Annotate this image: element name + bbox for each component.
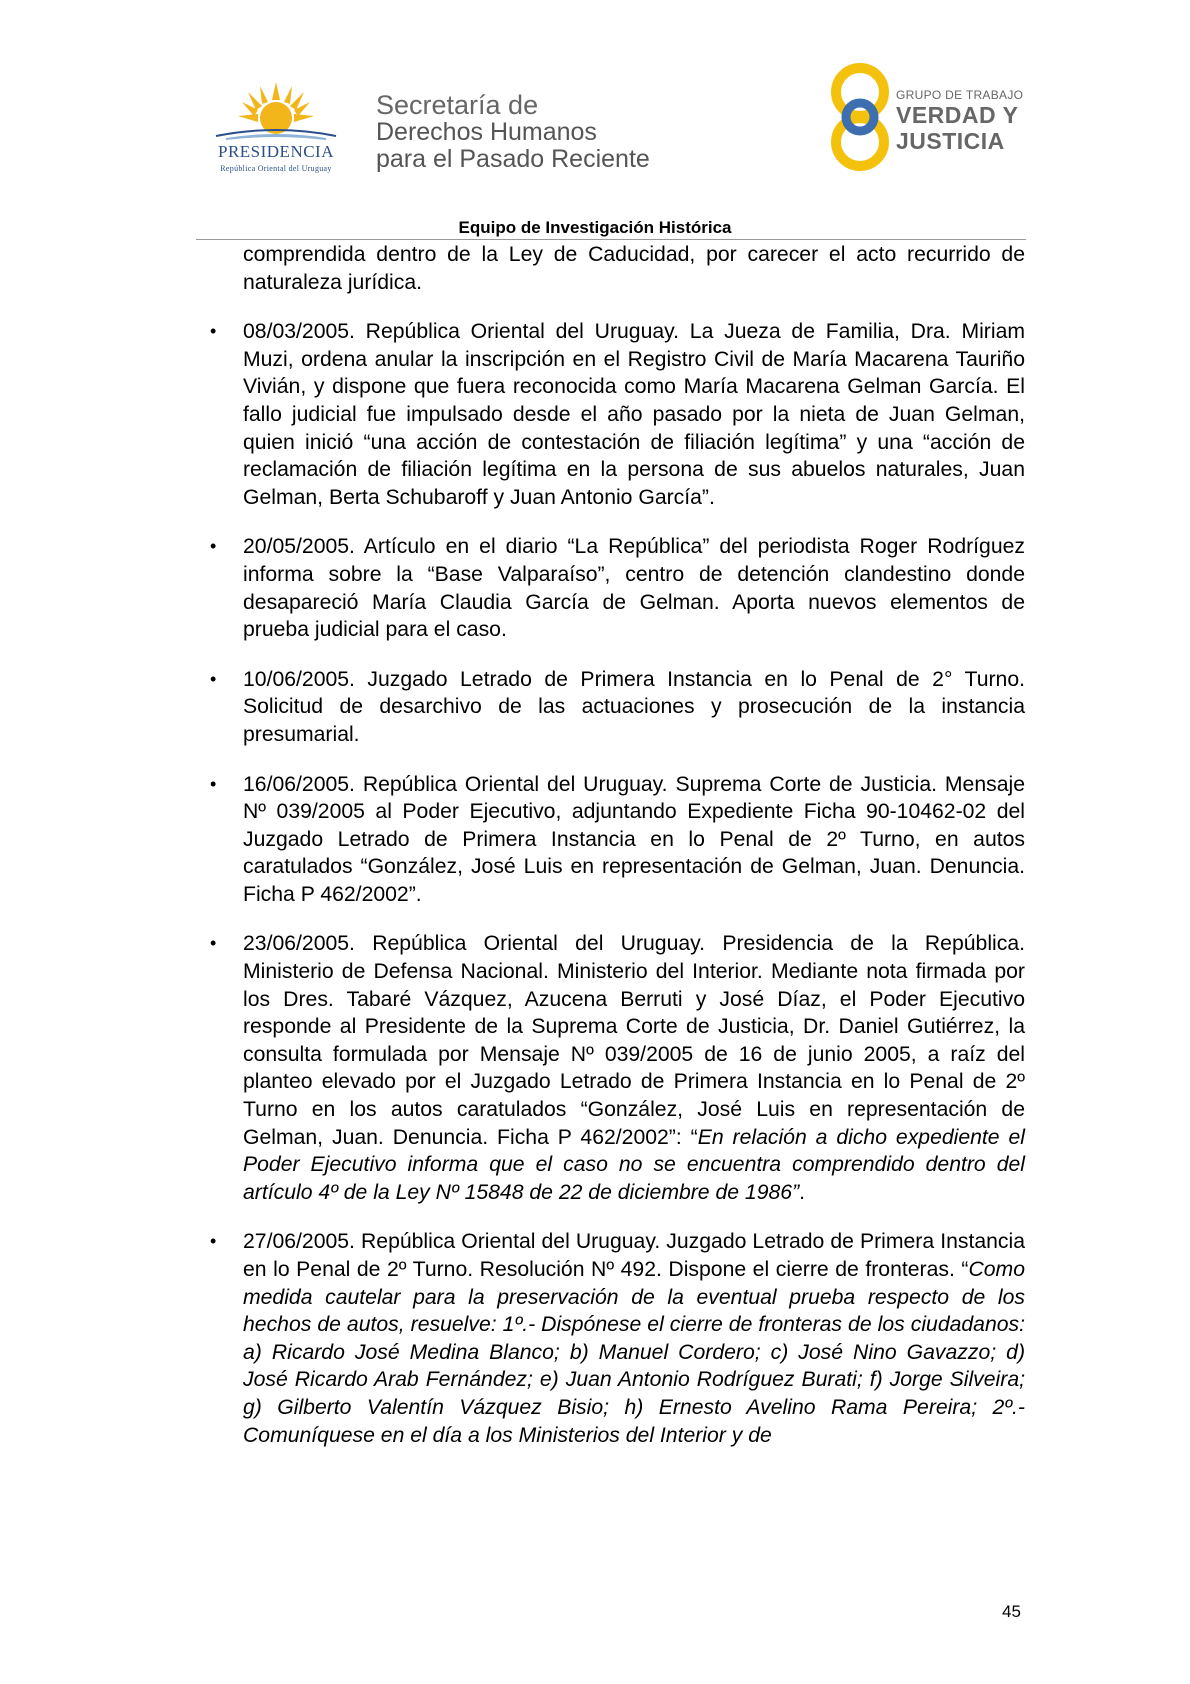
entry-text: 23/06/2005. República Oriental del Uruguay. Presidencia de la República. Ministerio de Defensa Nacional. Ministerio del Interior. Mediante nota firmada por los Dres. Tabaré Vázquez, Azucena Berruti y José Díaz, el Poder Ejecutivo responde al Presidente de la Suprema Corte de Justicia, Dr. Daniel Gutiérrez, la consulta formulada por Mensaje Nº 039/2005 de 16 de junio 2005, a raíz del planteo elevado por el Juzgado Letrado de Primera Instancia en lo Penal de 2º Turno en los autos caratulados “González, José Luis en representación de Gelman, Juan. Denuncia. Ficha P 462/2002”: “: [243, 932, 1025, 1149]
secretaria-title: [376, 92, 650, 173]
grupo-trabajo-title: [896, 88, 1023, 154]
list-item: [210, 533, 1025, 643]
secretaria-line-1: Secretaría de: [376, 90, 539, 120]
bullet-icon: •: [210, 773, 217, 794]
page-number: 45: [1002, 1602, 1021, 1621]
presidencia-subtitle: República Oriental del Uruguay: [220, 164, 332, 173]
grupo-line-2: VERDAD Y: [896, 102, 1019, 128]
entry-quote: Como medida cautelar para la preservación de la eventual prueba respecto de los hechos de autos, resuelve: 1º.- Dispónese el cierre de fronteras de los ciudadanos: a) Ricardo José Medina Blanco; b) Manuel Cordero; c) José Nino Gavazzo; d) José Ricardo Arab Fernández; e) Juan Antonio Rodríguez Burati; f) Jorge Silveira; g) Gilberto Valentín Vázquez Bisio; h) Ernesto Avelino Rama Pereira; 2º.- Comuníquese en el día a los Ministerios del Interior y de: [243, 1258, 1025, 1447]
presidencia-name: PRESIDENCIA: [217, 142, 334, 161]
entry-list: [210, 318, 1025, 1449]
team-title: Equipo de Investigación Histórica: [458, 218, 732, 237]
page-header: [0, 0, 1190, 240]
entry-text: 08/03/2005. República Oriental del Uruguay. La Jueza de Familia, Dra. Miriam Muzi, ordena anular la inscripción en el Registro Civil de María Macarena Tauriño Vivián, y dispone que fuera reconocida como María Macarena Gelman García. El fallo judicial fue impulsado desde el año pasado por la nieta de Juan Gelman, quien inició “una acción de contestación de filiación legítima” y una “acción de reclamación de filiación legítima en la persona de sus abuelos naturales, Juan Gelman, Berta Schubaroff y Juan Antonio García”.: [243, 320, 1025, 509]
document-body: [210, 241, 1025, 1471]
secretaria-line-2: Derechos Humanos: [376, 118, 597, 146]
grupo-line-1: GRUPO DE TRABAJO: [896, 88, 1024, 102]
entry-text: 10/06/2005. Juzgado Letrado de Primera Instancia en lo Penal de 2° Turno. Solicitud de desarchivo de las actuaciones y prosecución de la instancia presumarial.: [243, 667, 1025, 746]
intro-paragraph: comprendida dentro de la Ley de Caducidad, por carecer el acto recurrido de naturaleza jurídica.: [243, 243, 1025, 294]
entry-tail: .: [799, 1180, 806, 1204]
list-item: [210, 771, 1025, 909]
grupo-line-3: JUSTICIA: [896, 128, 1005, 154]
list-item: [210, 1228, 1025, 1449]
list-item: [210, 318, 1025, 511]
entry-text: 27/06/2005. República Oriental del Uruguay. Juzgado Letrado de Primera Instancia en lo Penal de 2º Turno. Resolución Nº 492. Dispone el cierre de fronteras. “: [243, 1230, 1025, 1281]
list-item: [210, 666, 1025, 749]
secretaria-line-3: para el Pasado Reciente: [376, 145, 650, 173]
bullet-icon: •: [210, 1231, 217, 1252]
bullet-icon: •: [210, 321, 217, 342]
entry-text: 16/06/2005. República Oriental del Uruguay. Suprema Corte de Justicia. Mensaje Nº 039/2005 al Poder Ejecutivo, adjuntando Expediente Ficha 90-10462-02 del Juzgado Letrado de Primera Instancia en lo Penal de 2º Turno, en autos caratulados “González, José Luis en representación de Gelman, Juan. Denuncia. Ficha P 462/2002”.: [243, 772, 1025, 906]
list-item: [210, 930, 1025, 1206]
entry-quote: En relación a dicho expediente el Poder Ejecutivo informa que el caso no se encuentra comprendido dentro del artículo 4º de la Ley Nº 15848 de 22 de diciembre de 1986”: [243, 1125, 1025, 1204]
bullet-icon: •: [210, 536, 217, 557]
entry-text: 20/05/2005. Artículo en el diario “La República” del periodista Roger Rodríguez informa sobre la “Base Valparaíso”, centro de detención clandestino donde desapareció María Claudia García de Gelman. Aporta nuevos elementos de prueba judicial para el caso.: [243, 535, 1025, 642]
bullet-icon: •: [210, 668, 217, 689]
header-divider: [196, 239, 1026, 240]
bullet-icon: •: [210, 933, 217, 954]
